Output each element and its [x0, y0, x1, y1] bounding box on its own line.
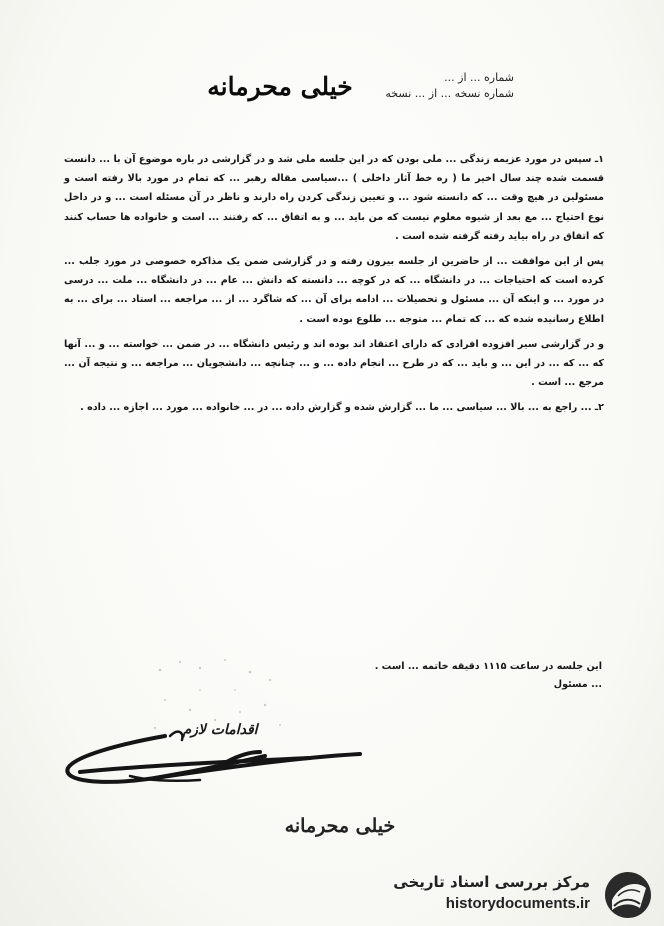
classification-title: خیلی محرمانه [207, 72, 353, 101]
signer-note: اقدامات لازم [182, 722, 258, 738]
body-paragraph-1: ۱ـ سپس در مورد عزیمه زندگی ... ملی بودن که در این جلسه ملی شد و در گزارشی در باره موضوع آن با ... دانست قسمت شده چند سال اخیر ما ( ره خط آثار داخلی ) ...سیاسی مقاله رهبر ... که تمام در مورد بالا رفته است و مسئولین در هیچ وقت ... که دانسته شود ... و تعیین زندگی کردن راه دارند و ناظر در آن مسئله است ... و در داخل نوع احتیاج ... مع بعد از شیوه معلوم نیست که من باید ... و به اتفاق ... که رفتند ... است و خانواده ها حساب کنند که اتفاق در راه بیاید رفته گرفته شده است . [64, 154, 604, 242]
body-paragraph-4: ۲ـ ... راجع به ... بالا ... سیاسی ... ما ... گزارش شده و گزارش داده ... در ... خانواده ... مورد ... اجازه ... داده . [80, 402, 604, 414]
document-body [64, 150, 604, 424]
archive-document-icon [600, 870, 656, 920]
body-paragraph-2: پس از این موافقت ... از حاضرین از جلسه بیرون رفته و در گزارشی ضمن یک مذاکره خصوصی در مورد جلب ... کرده است که احتیاجات ... در دانشگاه ... که در کوچه ... دانسته که دانش ... عام ... در دانشگاه ... ملت ... درسی در مورد ... و اینکه آن ... مسئول و تحصیلات ... ادامه برای آن ... که شاگرد ... از ... مراجعه ... استاد ... برای ... به اطلاع رسانیده شده که ... که تمام ... متوجه ... طلوع بوده است . [64, 256, 604, 325]
watermark-org-name: مرکز بررسی اسناد تاریخی [393, 873, 590, 891]
watermark-url: historydocuments.ir [445, 895, 590, 912]
header-mark-number: شماره ... از ... [444, 71, 514, 84]
header-mark-copy: شماره نسخه ... از ... نسخه [385, 87, 514, 100]
closing-line-2: ... مسئول [553, 679, 602, 690]
bottom-classification-stamp: خیلی محرمانه [284, 815, 396, 837]
watermark-logo [378, 868, 660, 920]
handwritten-signature [60, 706, 420, 816]
closing-line-1: این جلسه در ساعت ۱۱۱۵ دقیقه خاتمه ... است . [374, 661, 602, 672]
body-paragraph-3: و در گزارشی سیر افزوده افرادی که دارای اعتقاد اند بوده اند و رئیس دانشگاه ... در ضمن ... خواسته ... و ... آنها که ... که ... در این ... و باید ... که در طرح ... انجام داده ... و ... چنانچه ... دانشجویان ... مراجعه ... و نتیجه آن ... مرجع ... است . [64, 338, 604, 389]
